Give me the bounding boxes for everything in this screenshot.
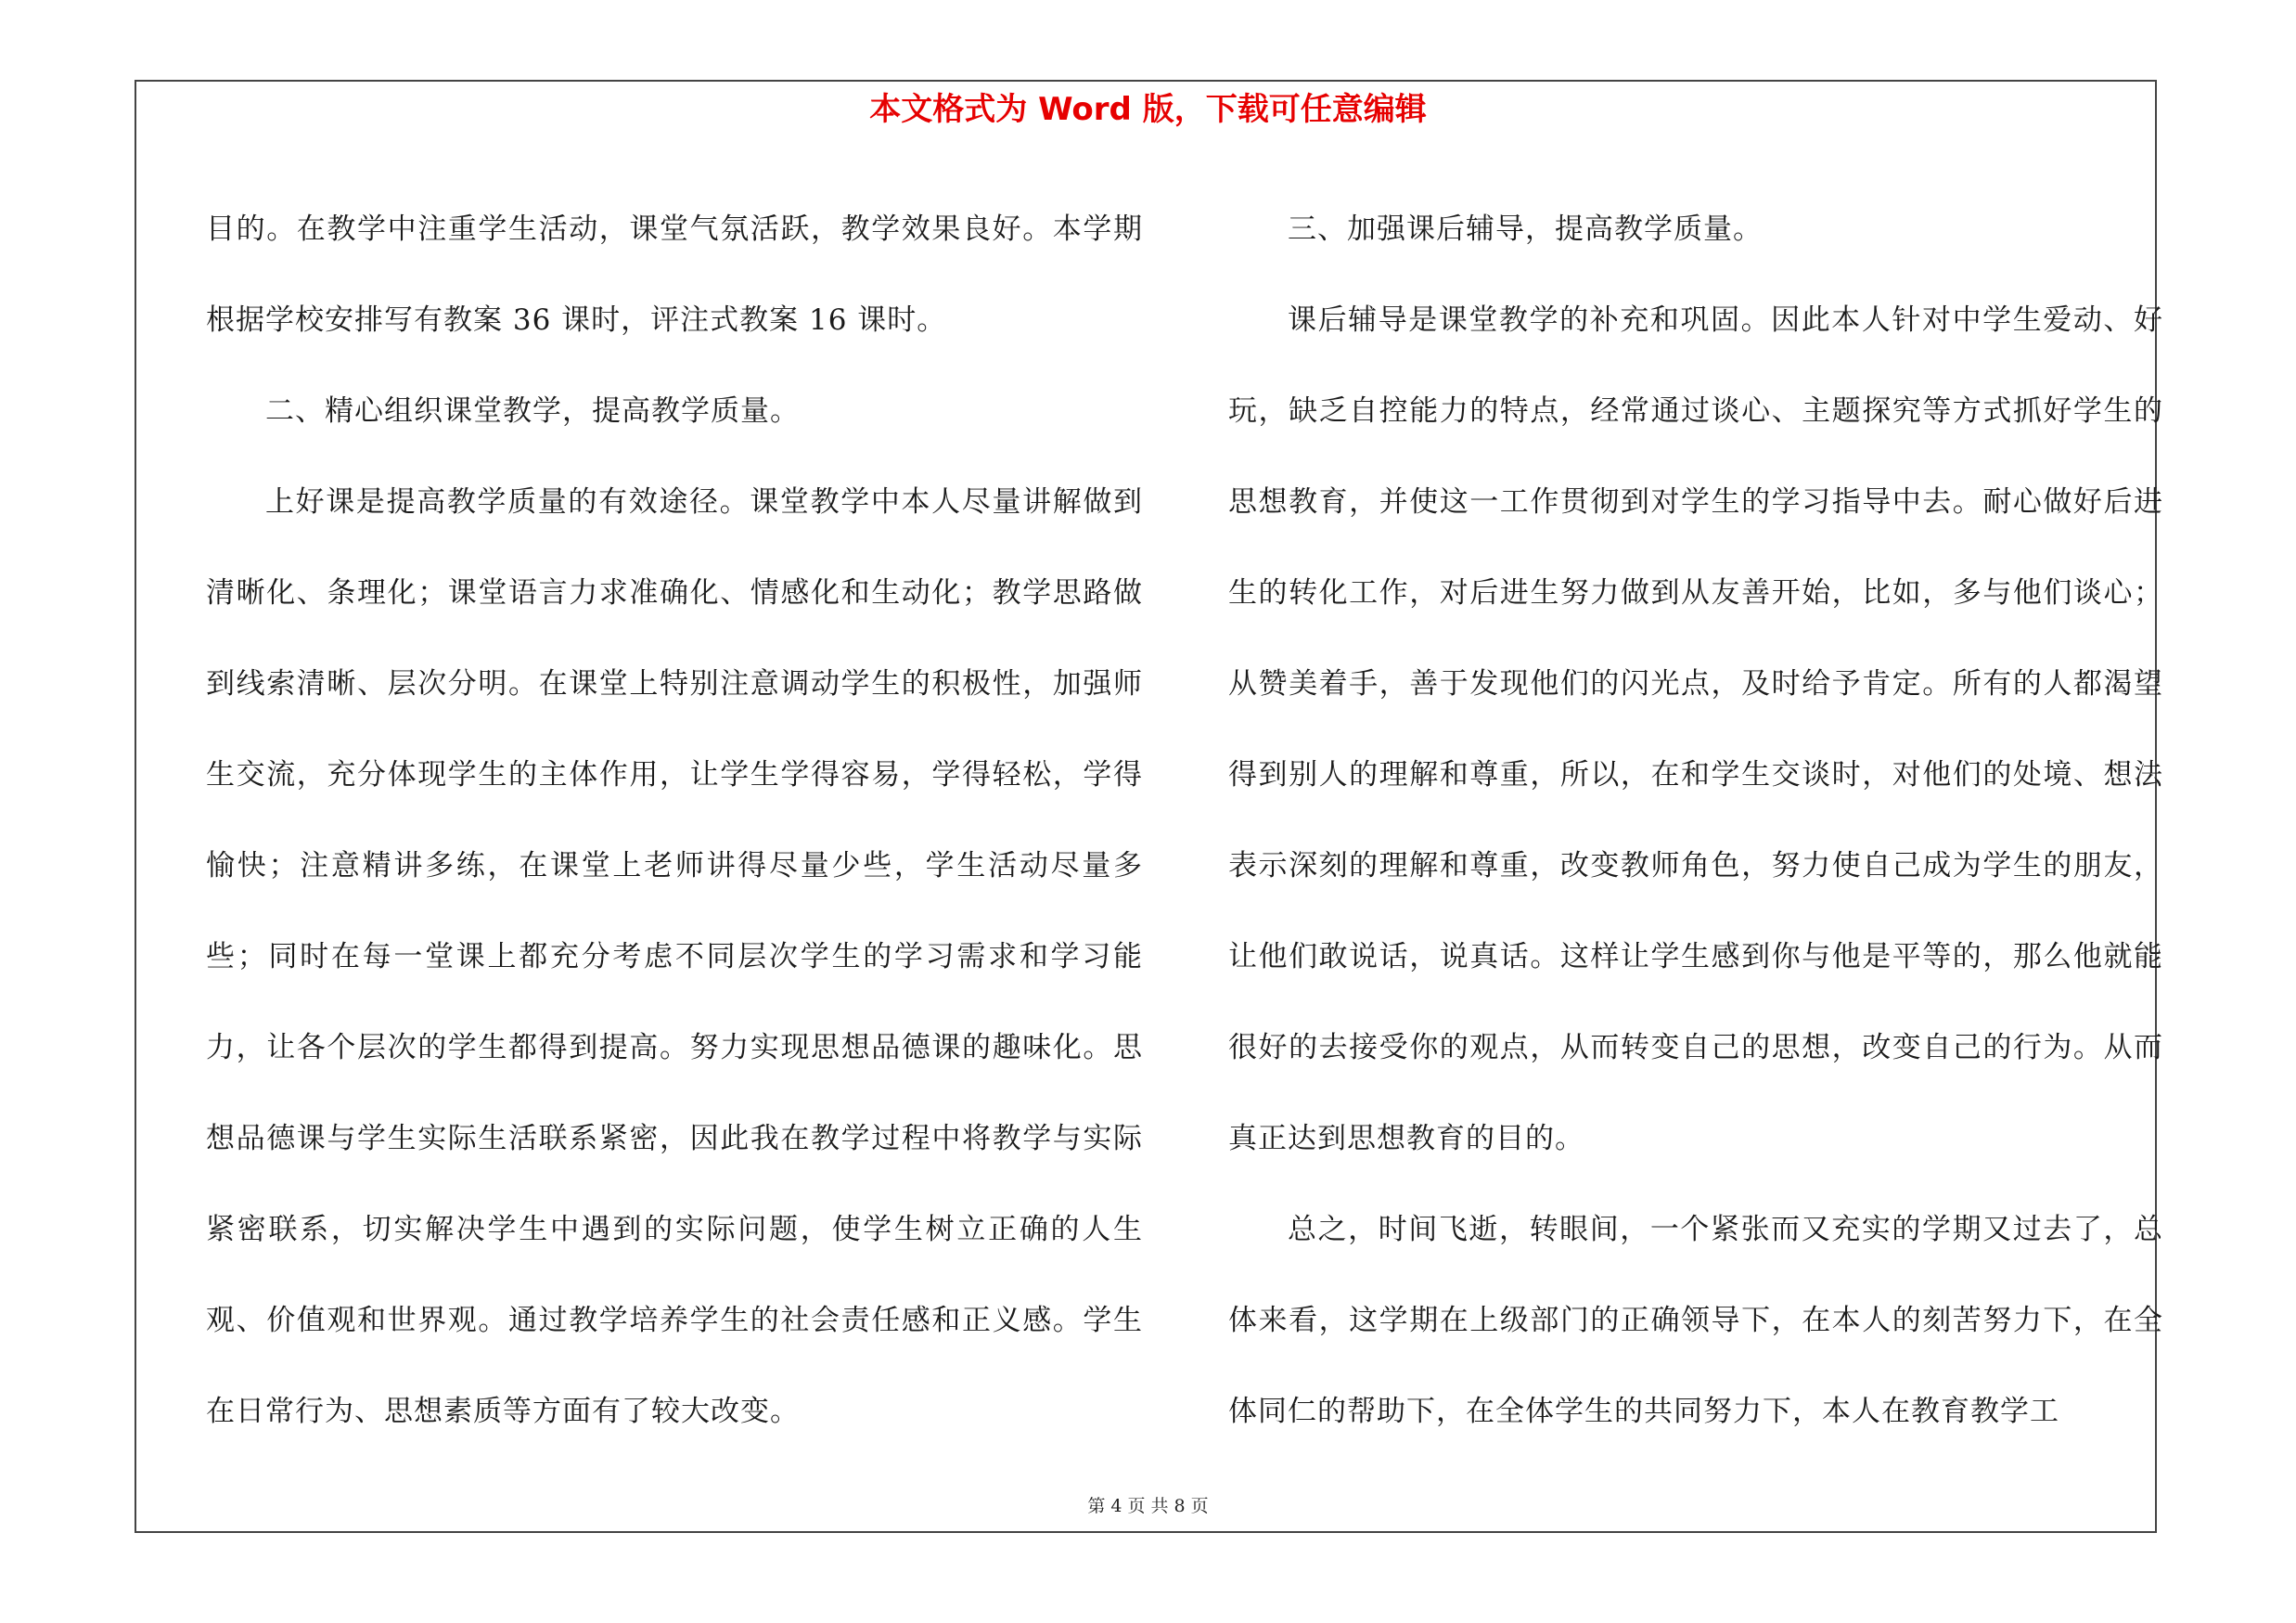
- paragraph-classroom-teaching: 上好课是提高教学质量的有效途径。课堂教学中本人尽量讲解做到清晰化、条理化；课堂语言力求准确化、情感化和生动化；教学思路做到线索清晰、层次分明。在课堂上特别注意调动学生的积极性，加强师生交流，充分体现学生的主体作用，让学生学得容易，学得轻松，学得愉快；注意精讲多练，在课堂上老师讲得尽量少些，学生活动尽量多些；同时在每一堂课上都充分考虑不同层次学生的学习需求和学习能力，让各个层次的学生都得到提高。努力实现思想品德课的趣味化。思想品德课与学生实际生活联系紧密，因此我在教学过程中将教学与实际紧密联系，切实解决学生中遇到的实际问题，使学生树立正确的人生观、价值观和世界观。通过教学培养学生的社会责任感和正义感。学生在日常行为、思想素质等方面有了较大改变。: [206, 485, 1143, 1428]
- left-column: [206, 184, 1143, 1457]
- section-heading-3: 三、加强课后辅导，提高教学质量。: [1288, 213, 1763, 246]
- paragraph-after-class-tutoring: 课后辅导是课堂教学的补充和巩固。因此本人针对中学生爱动、好玩，缺乏自控能力的特点，经常通过谈心、主题探究等方式抓好学生的思想教育，并使这一工作贯彻到对学生的学习指导中去。耐心做好后进生的转化工作，对后进生努力做到从友善开始，比如，多与他们谈心；从赞美着手，善于发现他们的闪光点，及时给予肯定。所有的人都渴望得到别人的理解和尊重，所以，在和学生交谈时，对他们的处境、想法表示深刻的理解和尊重，改变教师角色，努力使自己成为学生的朋友，让他们敢说话，说真话。这样让学生感到你与他是平等的，那么他就能很好的去接受你的观点，从而转变自己的思想，改变自己的行为。从而真正达到思想教育的目的。: [1228, 303, 2163, 1155]
- right-column: [1228, 184, 2163, 1457]
- word-format-banner: 本文格式为 Word 版，下载可任意编辑: [869, 91, 1427, 128]
- paragraph-continued: 目的。在教学中注重学生活动，课堂气氛活跃，教学效果良好。本学期根据学校安排写有教案 36 课时，评注式教案 16 课时。: [206, 213, 1143, 337]
- section-heading-2: 二、精心组织课堂教学，提高教学质量。: [265, 394, 800, 428]
- paragraph-summary: 总之，时间飞逝，转眼间，一个紧张而又充实的学期又过去了，总体来看，这学期在上级部门的正确领导下，在本人的刻苦努力下，在全体同仁的帮助下，在全体学生的共同努力下，本人在教育教学工: [1228, 1213, 2163, 1428]
- page-number: 第 4 页 共 8 页: [1087, 1496, 1209, 1516]
